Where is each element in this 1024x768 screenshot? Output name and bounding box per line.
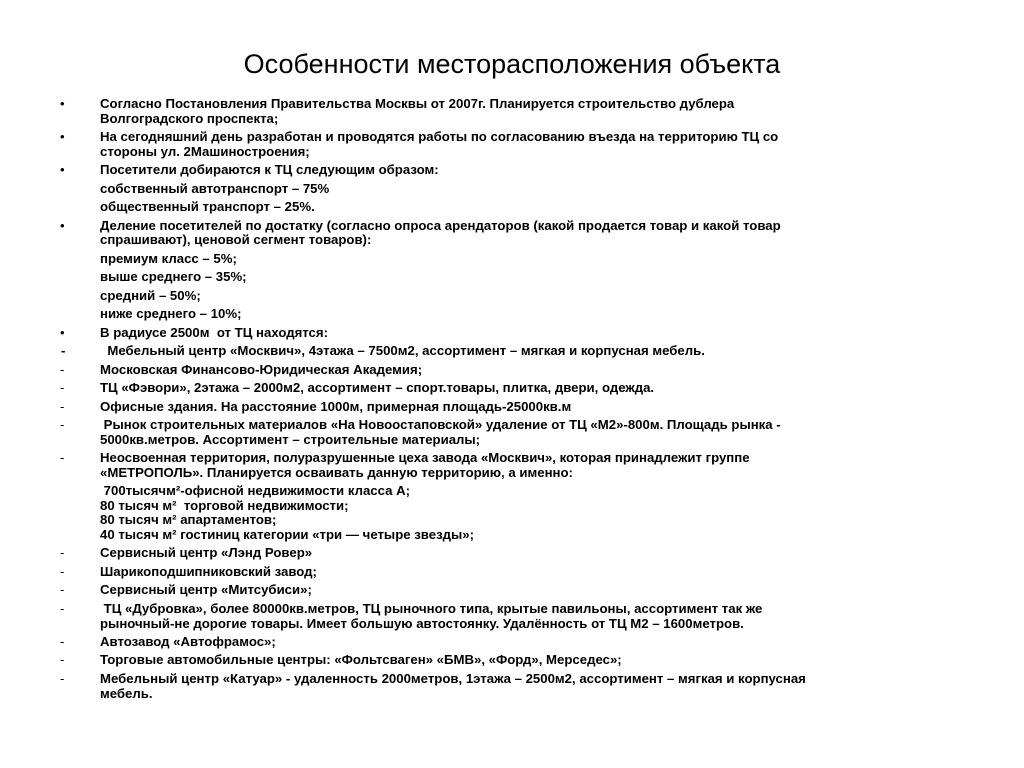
list-item-text: выше среднего – 35%; (100, 269, 247, 285)
list-item (60, 565, 960, 580)
list-item-text: В радиусе 2500м от ТЦ находятся: (100, 324, 328, 340)
list-item-text: ТЦ «Дубровка», более 80000кв.метров, ТЦ рыночного типа, крытые павильоны, ассортимент так же рыночный-не дорогие товары. Имеет большую автостоянку. Удалённость от ТЦ М2 – 1600метров. (100, 600, 763, 631)
list-item-text: Деление посетителей по достатку (согласно опроса арендаторов (какой продается товар и какой товар спрашивают), ценовой сегмент товаров): (100, 217, 781, 248)
dash-marker: - (60, 545, 65, 561)
list-item (60, 326, 960, 341)
slide-title: Особенности месторасположения объекта (243, 49, 781, 79)
list-item-text: Торговые автомобильные центры: «Фольтсваген» «БМВ», «Форд», Мерседес»; (100, 652, 622, 668)
list-item (60, 219, 960, 248)
list-item (60, 344, 960, 359)
dash-marker: - (60, 361, 65, 377)
list-item-text: премиум класс – 5%; (100, 250, 237, 266)
dash-marker: - (60, 380, 65, 396)
dash-marker: - (60, 600, 65, 616)
list-item (60, 635, 960, 650)
list-subitem (60, 182, 960, 197)
list-item-text: Автозавод «Автофрамос»; (100, 634, 276, 649)
bullet-icon: • (60, 129, 65, 145)
dash-marker: - (60, 450, 65, 466)
dash-marker: - (60, 652, 65, 668)
list-item-text: средний – 50%; (100, 287, 201, 303)
list-item-text: На сегодняшний день разработан и проводятся работы по согласованию въезда на территорию ТЦ со стороны ул. 2Машиностроения; (100, 129, 779, 159)
list-item-text: Мебельный центр «Катуар» - удаленность 2000метров, 1этажа – 2500м2, ассортимент – мягкая и корпусная мебель. (100, 670, 806, 701)
list-item (60, 130, 960, 159)
list-item-text: ниже среднего – 10%; (100, 306, 242, 322)
list-subitem (60, 484, 960, 542)
list-item (60, 546, 960, 561)
dash-marker: - (60, 398, 65, 414)
list-item (60, 602, 960, 631)
dash-marker: - (60, 670, 65, 686)
list-item (60, 363, 960, 378)
list-subitem (60, 252, 960, 267)
dash-marker: - (60, 582, 65, 598)
list-item (60, 583, 960, 598)
list-item-text: общественный транспорт – 25%. (100, 199, 315, 215)
list-item-text: Офисные здания. На расстояние 1000м, примерная площадь-25000кв.м (100, 398, 572, 414)
list-item-text: Посетители добираются к ТЦ следующим образом: (100, 162, 439, 178)
slide-body (60, 97, 960, 705)
list-item-text: Согласно Постановления Правительства Москвы от 2007г. Планируется строительство дублера Волгоградского проспекта; (100, 96, 735, 126)
list-subitem (60, 307, 960, 322)
list-item-text: Сервисный центр «Митсубиси»; (100, 582, 312, 598)
list-item (60, 672, 960, 701)
list-item-text: Сервисный центр «Лэнд Ровер» (100, 545, 313, 561)
bullet-icon: • (60, 162, 65, 178)
list-item-text: Шарикоподшипниковский завод; (100, 563, 317, 579)
bullet-icon: • (60, 217, 65, 233)
dash-marker: - (60, 563, 65, 579)
list-item-text: Мебельный центр «Москвич», 4этажа – 7500м2, ассортимент – мягкая и корпусная мебель. (100, 343, 705, 359)
bullet-icon: • (60, 96, 65, 111)
list-item-text: Рынок строительных материалов «На Новоостаповской» удаление от ТЦ «М2»-800м. Площадь рынка - 5000кв.метров. Ассортимент – строительные материалы; (100, 417, 781, 447)
list-item (60, 451, 960, 480)
dash-marker: - (60, 634, 65, 649)
list-item-text: 700тысячм²-офисной недвижимости класса А; 80 тысяч м² торговой недвижимости; 80 тысяч м² апартаментов; 40 тысяч м² гостиниц категории «три — четыре звезды»; (100, 483, 474, 542)
list-item-text: Московская Финансово-Юридическая Академия; (100, 361, 423, 377)
list-item-text: Неосвоенная территория, полуразрушенные цеха завода «Москвич», которая принадлежит группе «МЕТРОПОЛЬ». Планируется осваивать данную территорию, а именно: (100, 450, 750, 480)
dash-marker: - (61, 343, 66, 359)
bullet-icon: • (60, 324, 65, 340)
list-subitem (60, 270, 960, 285)
dash-marker: - (60, 417, 65, 433)
list-item-text: собственный автотранспорт – 75% (100, 180, 330, 196)
list-item (60, 381, 960, 396)
list-subitem (60, 289, 960, 304)
list-item (60, 163, 960, 178)
list-item (60, 653, 960, 668)
list-subitem (60, 200, 960, 215)
list-item (60, 418, 960, 447)
list-item (60, 400, 960, 415)
list-item-text: ТЦ «Фэвори», 2этажа – 2000м2, ассортимент – спорт.товары, плитка, двери, одежда. (100, 380, 655, 396)
list-item (60, 97, 960, 126)
